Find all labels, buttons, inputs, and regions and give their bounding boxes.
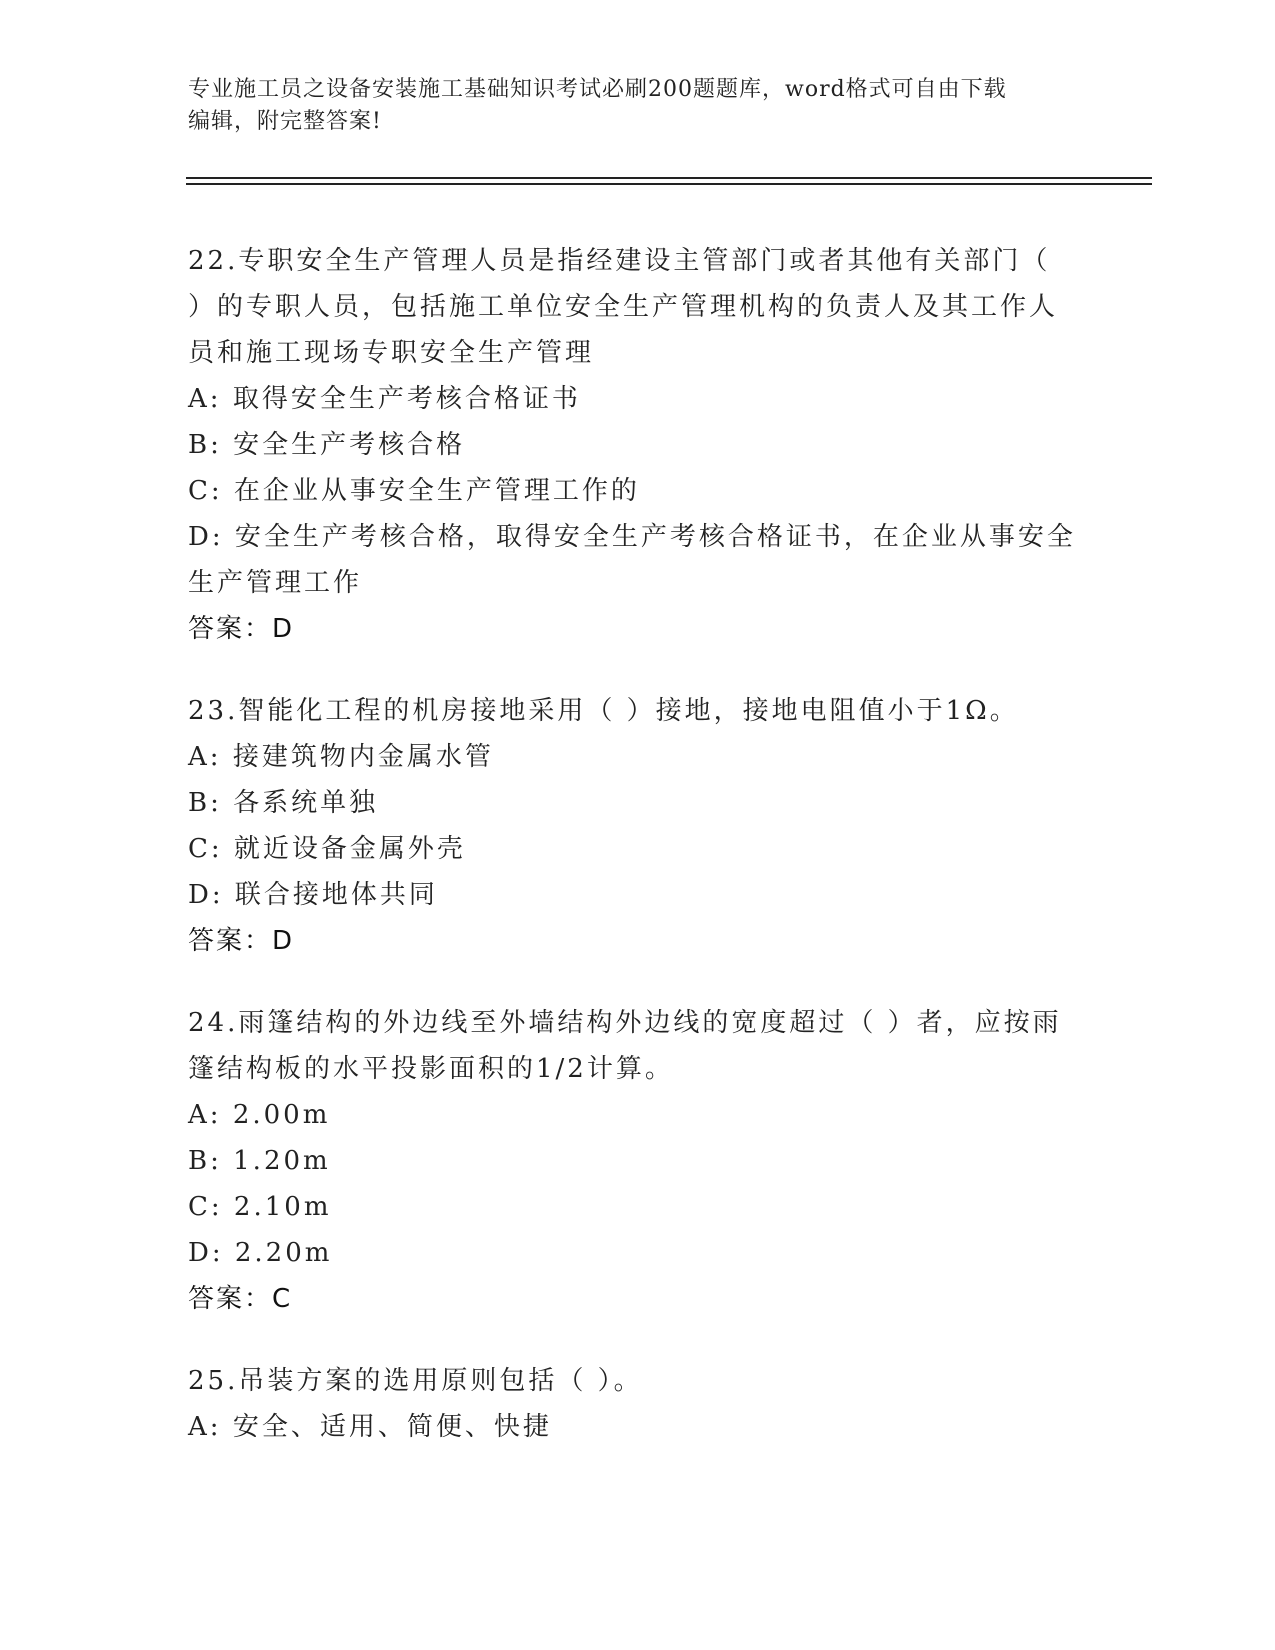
option-label: B: [188,1146,222,1176]
question-24-answer: 答案：C [188,1284,293,1314]
question-23-option-d [188,872,1088,918]
option-text: 2.10m [233,1192,332,1222]
option-label: C: [188,1192,223,1222]
question-24-option-c [188,1184,1088,1230]
question-22-option-a [188,376,1088,422]
question-22-stem-line-1: 22.专职安全生产管理人员是指经建设主管部门或者其他有关部门（ [188,246,1051,276]
question-24-option-b [188,1138,1088,1184]
option-text: 各系统单独 [233,788,379,818]
question-24 [188,1000,1088,1322]
question-23-option-a [188,734,1088,780]
option-label: C: [188,834,223,864]
header-line-1: 专业施工员之设备安装施工基础知识考试必刷200题题库，word格式可自由下载 [188,77,1007,102]
option-label: C: [188,476,223,506]
question-23-answer: 答案：D [188,926,295,956]
document-header [188,74,1088,138]
option-label: B: [188,788,222,818]
question-23-option-b [188,780,1088,826]
question-22-option-d [188,514,1088,560]
question-25-stem-line-1: 25.吊装方案的选用原则包括（ ）。 [188,1366,643,1396]
question-22 [188,238,1088,652]
option-text: 2.00m [232,1100,331,1130]
question-23-option-c [188,826,1088,872]
option-label: A: [188,1412,222,1442]
question-24-option-d [188,1230,1088,1276]
header-rule-top [186,177,1152,179]
question-23 [188,688,1088,964]
question-22-stem-line-2: ）的专职人员，包括施工单位安全生产管理机构的负责人及其工作人 [188,292,1059,322]
question-22-option-b [188,422,1088,468]
option-text: 安全生产考核合格，取得安全生产考核合格证书，在企业从事安全 [234,522,1076,552]
question-22-stem-line-3: 员和施工现场专职安全生产管理 [188,338,595,368]
option-text: 就近设备金属外壳 [233,834,466,864]
option-text: 2.20m [234,1238,333,1268]
header-line-2: 编辑，附完整答案! [188,109,382,134]
option-text: 安全、适用、简便、快捷 [232,1412,552,1442]
option-label: D: [188,1238,224,1268]
header-rule-bottom [186,183,1152,185]
option-label: B: [188,430,222,460]
option-text: 取得安全生产考核合格证书 [232,384,581,414]
question-24-option-a [188,1092,1088,1138]
question-25-option-a [188,1404,1088,1450]
option-label: A: [188,384,222,414]
question-list [188,238,1088,1486]
option-text: 1.20m [233,1146,331,1176]
question-22-option-d-continued: 生产管理工作 [188,568,363,598]
question-25 [188,1358,1088,1450]
option-label: A: [188,1100,222,1130]
option-text: 安全生产考核合格 [233,430,466,460]
question-24-stem-line-1: 24.雨篷结构的外边线至外墙结构外边线的宽度超过（ ）者，应按雨 [188,1008,1062,1038]
option-label: D: [188,880,224,910]
option-text: 在企业从事安全生产管理工作的 [233,476,640,506]
option-text: 接建筑物内金属水管 [232,742,494,772]
question-22-option-c [188,468,1088,514]
question-22-answer: 答案：D [188,614,295,644]
question-24-stem-line-2: 篷结构板的水平投影面积的1/2计算。 [188,1054,674,1084]
option-label: D: [188,522,224,552]
question-23-stem-line-1: 23.智能化工程的机房接地采用（ ）接地，接地电阻值小于1Ω。 [188,696,1019,726]
option-label: A: [188,742,222,772]
option-text: 联合接地体共同 [234,880,438,910]
